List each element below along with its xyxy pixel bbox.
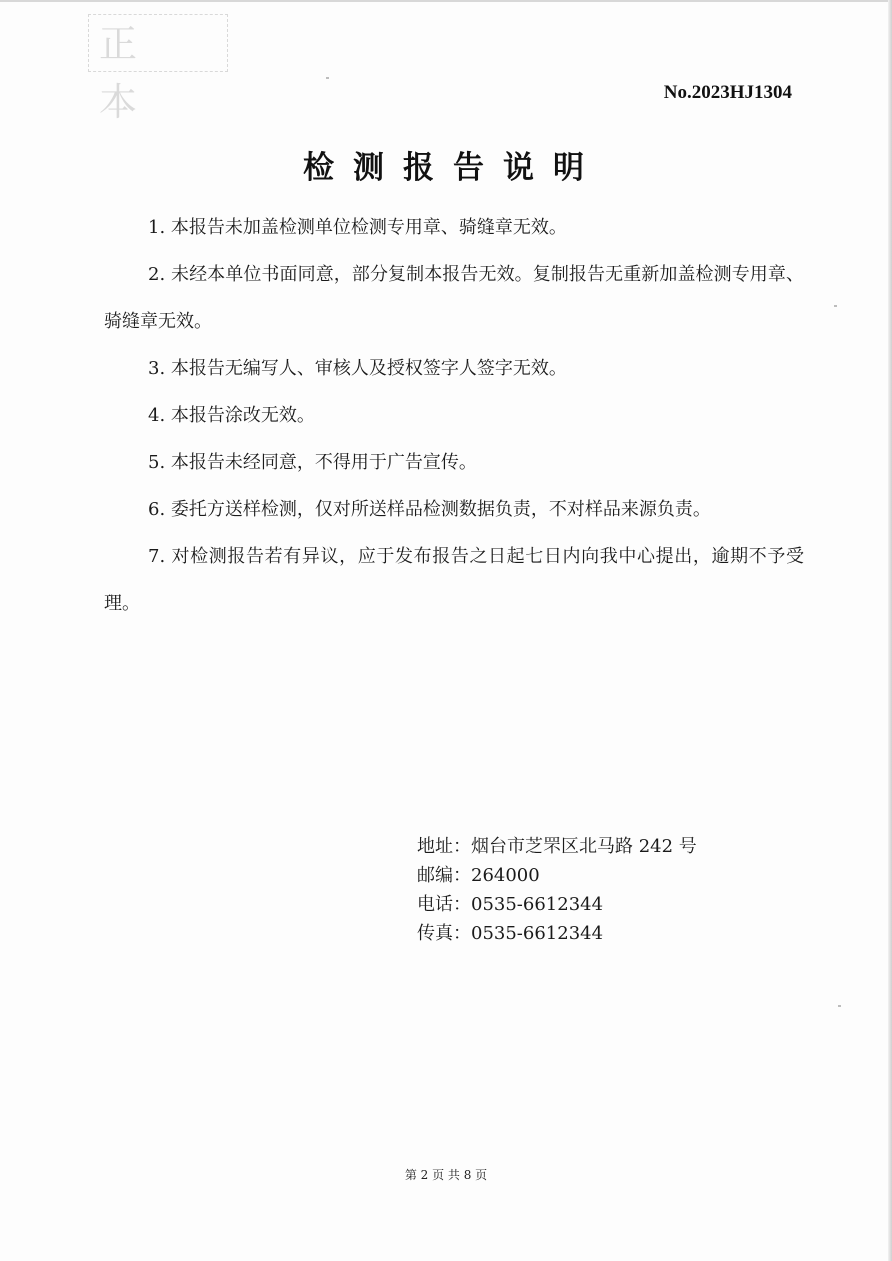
contact-block xyxy=(417,832,697,948)
report-number: No.2023HJ1304 xyxy=(663,82,792,103)
note-item-6: 6. 委托方送样检测，仅对所送样品检测数据负责，不对样品来源负责。 xyxy=(148,499,711,520)
scan-speck xyxy=(838,1005,841,1007)
note-item-7: 7. 对检测报告若有异议，应于发布报告之日起七日内向我中心提出，逾期不予受理。 xyxy=(104,546,804,614)
scan-speck xyxy=(834,305,837,307)
note-item-2: 2. 未经本单位书面同意，部分复制本报告无效。复制报告无重新加盖检测专用章、骑缝章无效。 xyxy=(104,264,804,332)
note-item-1: 1. 本报告未加盖检测单位检测专用章、骑缝章无效。 xyxy=(148,217,567,238)
contact-address: 地址：烟台市芝罘区北马路 242 号 xyxy=(417,836,697,857)
note-item-4: 4. 本报告涂改无效。 xyxy=(148,405,315,426)
scan-edge-right xyxy=(888,0,892,1261)
page-title: 检测报告说明 xyxy=(303,150,603,186)
note-item-3: 3. 本报告无编写人、审核人及授权签字人签字无效。 xyxy=(148,358,567,379)
scan-speck xyxy=(326,77,329,79)
contact-postcode: 邮编：264000 xyxy=(417,865,540,886)
note-item-5: 5. 本报告未经同意，不得用于广告宣传。 xyxy=(148,452,477,473)
scan-edge-top xyxy=(0,0,892,2)
page-footer: 第 2 页 共 8 页 xyxy=(404,1168,488,1182)
notes-list xyxy=(104,204,804,627)
contact-fax: 传真：0535-6612344 xyxy=(417,923,604,944)
contact-phone: 电话：0535-6612344 xyxy=(417,894,604,915)
original-copy-stamp: 正本 xyxy=(88,14,228,72)
